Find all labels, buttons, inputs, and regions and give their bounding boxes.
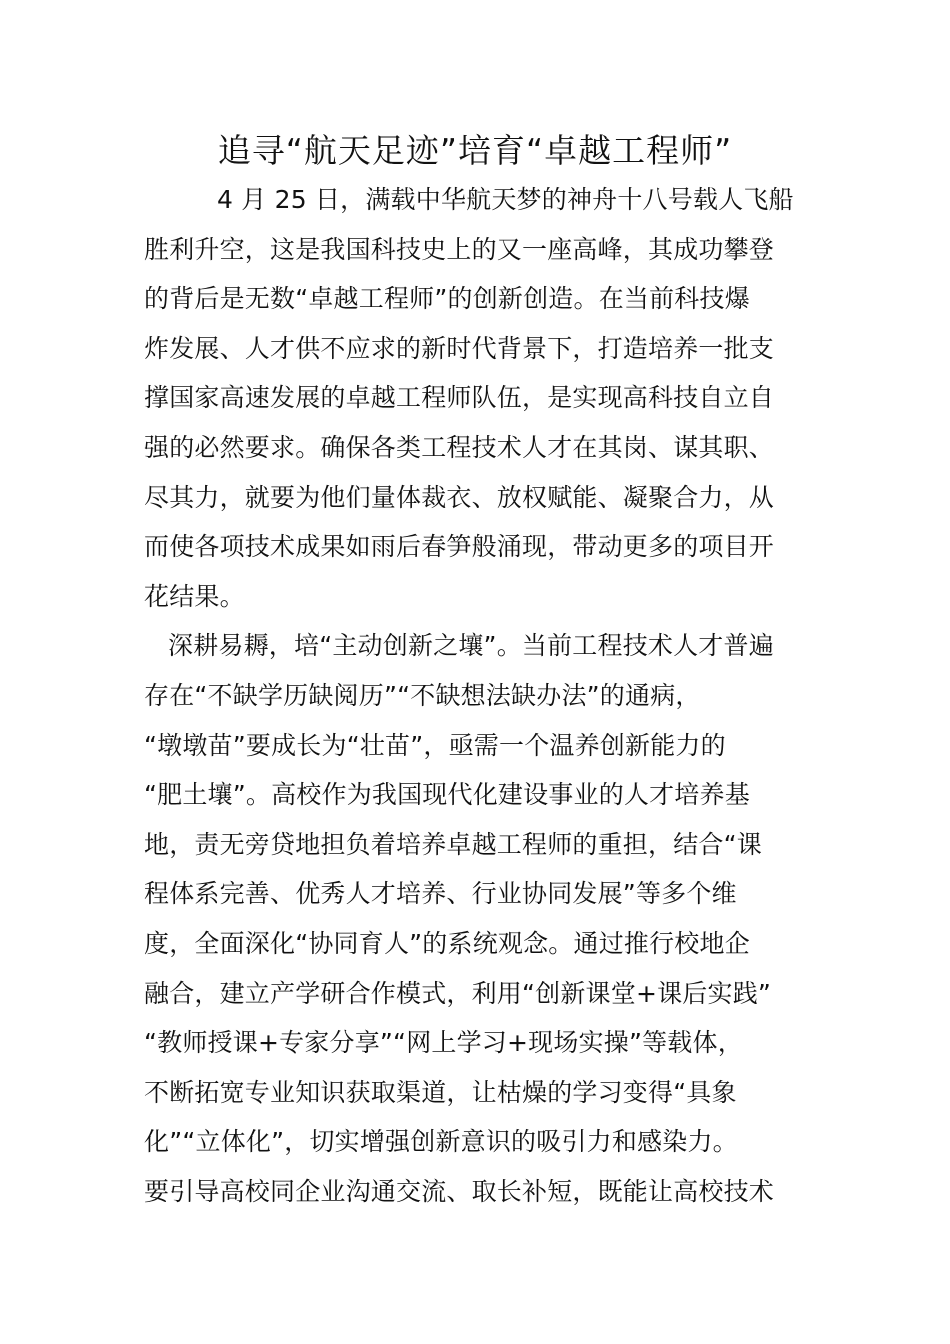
paragraph-1-line-9: 花结果。 bbox=[144, 581, 245, 611]
paragraph-2-line-9: “教师授课+专家分享”“网上学习+现场实操”等载体， bbox=[144, 1028, 743, 1058]
paragraph-1-line-5: 撑国家高速发展的卓越工程师队伍，是实现高科技自立自 bbox=[144, 383, 775, 413]
paragraph-1-line-2: 胜利升空，这是我国科技史上的又一座高峰，其成功攀登 bbox=[144, 234, 775, 264]
paragraph-2-line-5: 地，责无旁贷地担负着培养卓越工程师的重担，结合“课 bbox=[144, 829, 762, 859]
paragraph-2-line-12: 要引导高校同企业沟通交流、取长补短，既能让高校技术 bbox=[144, 1176, 775, 1206]
paragraph-2-line-6: 程体系完善、优秀人才培养、行业协同发展”等多个维 bbox=[144, 879, 737, 909]
paragraph-2-line-11: 化”“立体化”，切实增强创新意识的吸引力和感染力。 bbox=[144, 1127, 738, 1157]
paragraph-2-line-3: “墩墩苗”要成长为“壮苗”，亟需一个温养创新能力的 bbox=[144, 730, 726, 760]
paragraph-2-line-2: 存在“不缺学历缺阅历”“不缺想法缺办法”的通病， bbox=[144, 680, 701, 710]
paragraph-1-line-6: 强的必然要求。确保各类工程技术人才在其岗、谋其职、 bbox=[144, 432, 775, 462]
paragraph-2-line-8: 融合，建立产学研合作模式，利用“创新课堂+课后实践” bbox=[144, 978, 772, 1008]
paragraph-1-line-4: 炸发展、人才供不应求的新时代背景下，打造培养一批支 bbox=[144, 333, 775, 363]
paragraph-2-line-4: “肥土壤”。高校作为我国现代化建设事业的人才培养基 bbox=[144, 780, 750, 810]
paragraph-2-line-10: 不断拓宽专业知识获取渠道，让枯燥的学习变得“具象 bbox=[144, 1077, 737, 1107]
paragraph-1-line-1: 4 月 25 日，满载中华航天梦的神舟十八号载人飞船 bbox=[217, 185, 794, 214]
paragraph-2-line-1: 深耕易耨，培“主动创新之壤”。当前工程技术人才普遍 bbox=[168, 631, 774, 661]
paragraph-2-line-7: 度，全面深化“协同育人”的系统观念。通过推行校地企 bbox=[144, 928, 750, 958]
paragraph-1-line-7: 尽其力，就要为他们量体裁衣、放权赋能、凝聚合力，从 bbox=[144, 482, 775, 512]
paragraph-1-line-3: 的背后是无数“卓越工程师”的创新创造。在当前科技爆 bbox=[144, 284, 750, 314]
article-body bbox=[144, 175, 814, 1216]
paragraph-1-line-8: 而使各项技术成果如雨后春笋般涌现，带动更多的项目开 bbox=[144, 532, 775, 562]
page-title: 追寻“航天足迹”培育“卓越工程师” bbox=[217, 131, 733, 170]
